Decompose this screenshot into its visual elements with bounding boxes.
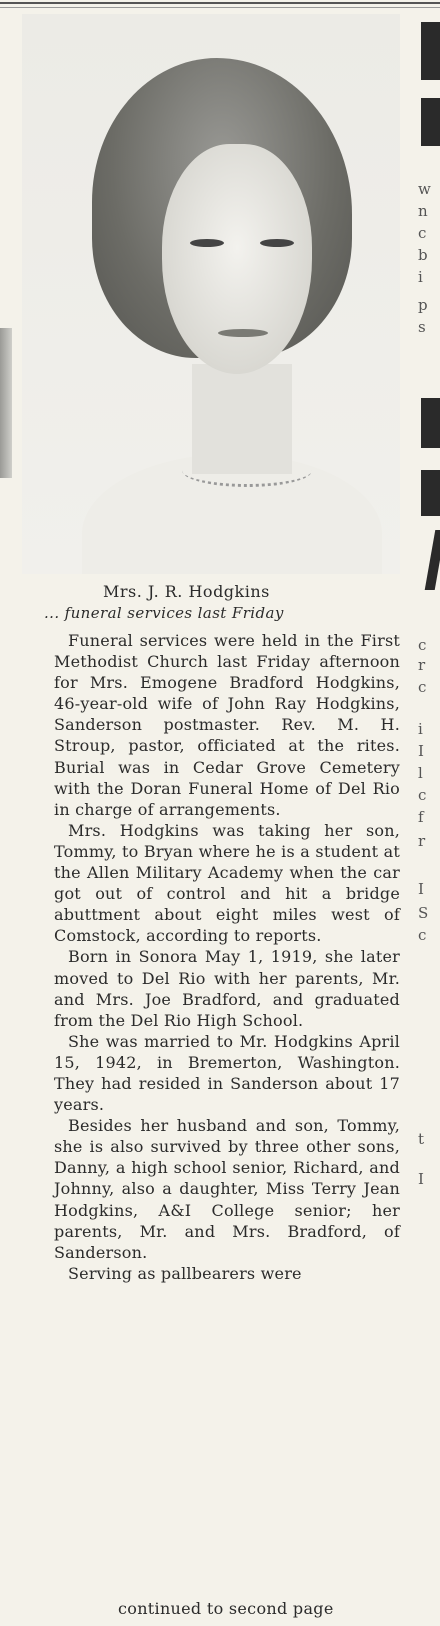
photo-eye-left xyxy=(190,239,224,247)
article-paragraph: Besides her husband and son, Tommy, she is also survived by three other sons, Danny, a high school senior, Richard, and Johnny, also a daughter, Miss Terry Jean Hodgkins, A&I College senior; her parents, Mr. and Mrs. Bradford, of Sanderson. xyxy=(54,1116,400,1262)
adjacent-text-fragment: c xyxy=(418,224,427,242)
adjacent-text-fragment: n xyxy=(418,202,428,220)
adjacent-text-fragment: c xyxy=(418,678,427,696)
article-body xyxy=(54,630,400,1284)
adjacent-text-fragment: f xyxy=(418,808,424,826)
photo-mouth xyxy=(218,329,268,337)
photo-necklace xyxy=(182,454,312,487)
adjacent-text-fragment: i xyxy=(418,720,423,738)
adjacent-text-fragment: I xyxy=(418,880,424,898)
adjacent-text-fragment: I xyxy=(418,1170,424,1188)
adjacent-text-fragment: t xyxy=(418,1130,425,1148)
adjacent-headline-block xyxy=(421,470,440,516)
adjacent-text-fragment: i xyxy=(418,268,423,286)
article-paragraph: Funeral services were held in the First Methodist Church last Friday afternoon for Mrs. Emogene Bradford Hodgkins, 46-year-old wife of John Ray Hodgkins, Sanderson postmaster. Rev. M. H. Stroup, pastor, officiated at the rites. Burial was in Cedar Grove Cemetery with the Doran Funeral Home of Del Rio in charge of arrangements. xyxy=(54,631,400,819)
adjacent-text-fragment: r xyxy=(418,832,426,850)
article-paragraph: Born in Sonora May 1, 1919, she later moved to Del Rio with her parents, Mr. and Mrs. Joe Bradford, and graduated from the Del Rio High School. xyxy=(54,947,400,1030)
article-paragraph: Mrs. Hodgkins was taking her son, Tommy, to Bryan where he is a student at the Allen Military Academy when the car got out of control and hit a bridge abuttment about eight miles west of Comstock, according to reports. xyxy=(54,820,400,946)
photo-face xyxy=(162,144,312,374)
adjacent-headline-block xyxy=(421,98,440,146)
adjacent-headline-block xyxy=(425,530,440,590)
adjacent-text-fragment: p xyxy=(418,296,428,314)
left-margin-mark xyxy=(0,328,12,478)
adjacent-headline-block xyxy=(421,398,440,448)
adjacent-text-fragment: c xyxy=(418,926,427,944)
article-paragraph: Serving as pallbearers were xyxy=(68,1263,302,1283)
photo-subcaption: ... funeral services last Friday xyxy=(44,604,284,622)
adjacent-text-fragment: s xyxy=(418,318,426,336)
adjacent-text-fragment: S xyxy=(418,904,429,922)
top-rule xyxy=(0,2,440,4)
continued-note: continued to second page xyxy=(118,1599,334,1618)
portrait-photo xyxy=(22,14,400,574)
adjacent-text-fragment: c xyxy=(418,636,427,654)
adjacent-text-fragment: w xyxy=(418,180,431,198)
adjacent-text-fragment: l xyxy=(418,764,423,782)
adjacent-text-fragment: b xyxy=(418,246,428,264)
top-rule-thin xyxy=(0,7,440,8)
photo-eye-right xyxy=(260,239,294,247)
article-paragraph: She was married to Mr. Hodgkins April 15, 1942, in Bremerton, Washington. They had resided in Sanderson about 17 years. xyxy=(54,1031,400,1115)
adjacent-text-fragment: I xyxy=(418,742,424,760)
photo-caption: Mrs. J. R. Hodgkins xyxy=(103,582,270,601)
adjacent-text-fragment: r xyxy=(418,656,426,674)
adjacent-text-fragment: c xyxy=(418,786,427,804)
adjacent-headline-block xyxy=(421,22,440,80)
